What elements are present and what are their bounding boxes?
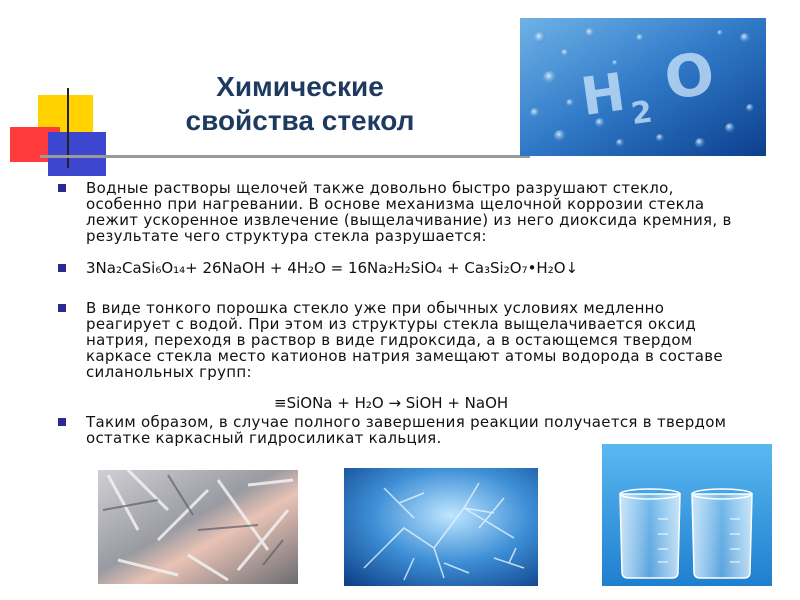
ice-crystals-svg bbox=[344, 468, 538, 586]
water-drops-h2o-photo bbox=[520, 18, 766, 156]
bullet-4 bbox=[58, 418, 66, 426]
frosted-glass-photo bbox=[98, 470, 298, 584]
beaker-right bbox=[692, 489, 752, 578]
paragraph-1: Водные растворы щелочей также довольно быстро разрушают стекло, особенно при нагревании. В основе механизма щелочной коррозии стекла лежит ускоренное извлечение (выщелачивание) из него диоксида кремния, в результате чего структура стекла разрушается: bbox=[86, 179, 732, 245]
decor-blue-square bbox=[48, 132, 106, 176]
beaker-left bbox=[620, 489, 680, 578]
title-line-1: Химические bbox=[216, 71, 384, 102]
lab-beakers-photo bbox=[602, 444, 772, 586]
frosted-glass-svg bbox=[98, 470, 298, 584]
ice-crystals-photo bbox=[344, 468, 538, 586]
h2o-h-text: H bbox=[577, 62, 629, 129]
title-line-2: свойства стекол bbox=[185, 105, 415, 136]
bullet-3 bbox=[58, 304, 66, 312]
h2o-2-text: 2 bbox=[629, 94, 655, 132]
bullet-2 bbox=[58, 264, 66, 272]
equation-2: ≡SiONa + H₂O → SiOH + NaOH bbox=[274, 394, 509, 412]
paragraph-2: В виде тонкого порошка стекло уже при обычных условиях медленно реагирует с водой. При этом из структуры стекла выщелачивается оксид натрия, переходя в раствор в виде гидроксида, а в остающемся твердом каркасе стекла место катионов натрия замещают атомы водорода в составе силанольных групп: bbox=[86, 299, 723, 381]
equation-1: 3Na₂CaSi₆O₁₄+ 26NaOH + 4H₂O = 16Na₂H₂SiO₄ + Ca₃Si₂O₇•H₂O↓ bbox=[86, 259, 579, 277]
title-divider bbox=[40, 155, 530, 158]
paragraph-3: Таким образом, в случае полного завершения реакции получается в твердом остатке каркасный гидросиликат кальция. bbox=[86, 413, 727, 447]
h2o-o-text: O bbox=[660, 38, 719, 114]
slide-title bbox=[130, 70, 470, 138]
lab-beakers-svg bbox=[602, 444, 772, 586]
water-drops-svg bbox=[520, 18, 766, 156]
bullet-1 bbox=[58, 184, 66, 192]
